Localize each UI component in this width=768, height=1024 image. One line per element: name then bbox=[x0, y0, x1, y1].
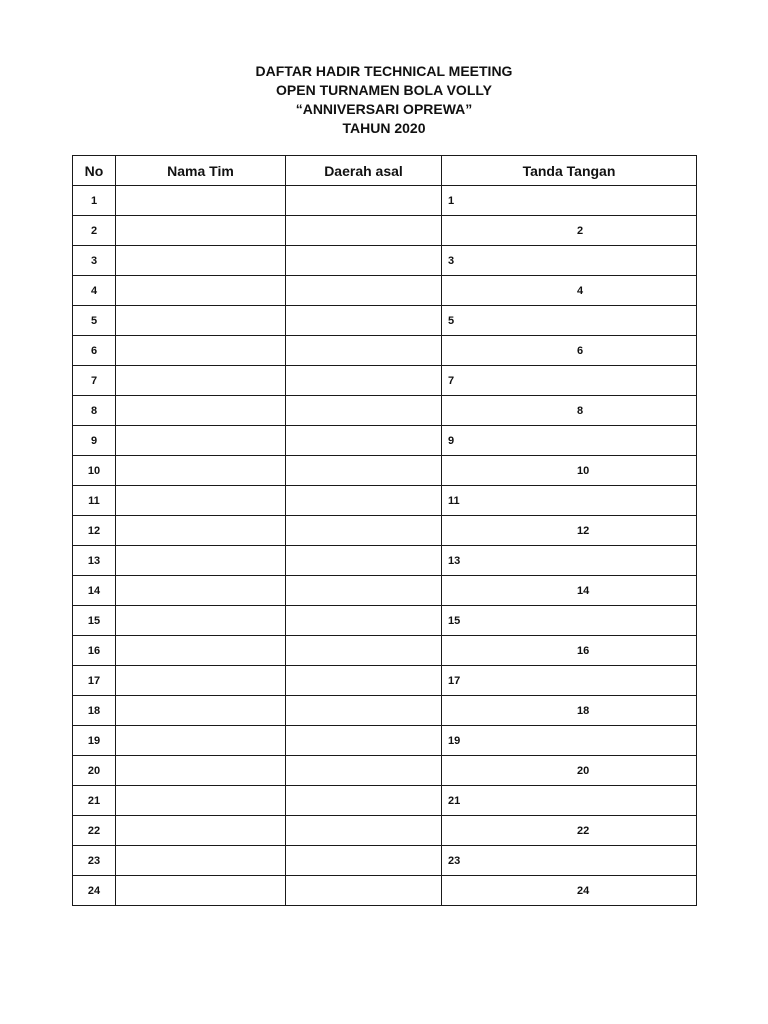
row-number: 5 bbox=[73, 306, 116, 336]
row-number: 22 bbox=[73, 816, 116, 846]
daerah-asal-cell bbox=[286, 816, 442, 846]
title-line-3: “ANNIVERSARI OPREWA” bbox=[295, 101, 473, 117]
signature-number: 3 bbox=[448, 254, 455, 267]
column-header-daerah-asal: Daerah asal bbox=[286, 156, 442, 186]
row-number: 3 bbox=[73, 246, 116, 276]
daerah-asal-cell bbox=[286, 276, 442, 306]
signature-number: 12 bbox=[577, 524, 590, 537]
signature-number: 16 bbox=[577, 644, 590, 657]
row-number: 20 bbox=[73, 756, 116, 786]
tanda-tangan-cell bbox=[442, 786, 697, 816]
table-row bbox=[73, 666, 697, 696]
signature-number: 8 bbox=[577, 404, 584, 417]
table-row bbox=[73, 456, 697, 486]
column-header-no: No bbox=[73, 156, 116, 186]
table-row bbox=[73, 336, 697, 366]
nama-tim-cell bbox=[116, 396, 286, 426]
attendance-table bbox=[72, 155, 697, 906]
nama-tim-cell bbox=[116, 846, 286, 876]
table-body bbox=[73, 186, 697, 906]
row-number: 23 bbox=[73, 846, 116, 876]
signature-number: 21 bbox=[448, 794, 461, 807]
daerah-asal-cell bbox=[286, 666, 442, 696]
title-line-2: OPEN TURNAMEN BOLA VOLLY bbox=[276, 82, 492, 98]
signature-number: 17 bbox=[448, 674, 461, 687]
tanda-tangan-cell bbox=[442, 816, 697, 846]
signature-number: 10 bbox=[577, 464, 590, 477]
nama-tim-cell bbox=[116, 606, 286, 636]
tanda-tangan-cell bbox=[442, 186, 697, 216]
tanda-tangan-cell bbox=[442, 636, 697, 666]
tanda-tangan-cell bbox=[442, 546, 697, 576]
nama-tim-cell bbox=[116, 636, 286, 666]
signature-number: 13 bbox=[448, 554, 461, 567]
row-number: 7 bbox=[73, 366, 116, 396]
daerah-asal-cell bbox=[286, 546, 442, 576]
tanda-tangan-cell bbox=[442, 606, 697, 636]
daerah-asal-cell bbox=[286, 516, 442, 546]
table-row bbox=[73, 606, 697, 636]
signature-number: 24 bbox=[577, 884, 590, 897]
nama-tim-cell bbox=[116, 816, 286, 846]
row-number: 19 bbox=[73, 726, 116, 756]
signature-number: 4 bbox=[577, 284, 584, 297]
table-row bbox=[73, 276, 697, 306]
signature-number: 2 bbox=[577, 224, 584, 237]
daerah-asal-cell bbox=[286, 486, 442, 516]
daerah-asal-cell bbox=[286, 186, 442, 216]
tanda-tangan-cell bbox=[442, 216, 697, 246]
table-row bbox=[73, 636, 697, 666]
row-number: 18 bbox=[73, 696, 116, 726]
tanda-tangan-cell bbox=[442, 516, 697, 546]
signature-number: 23 bbox=[448, 854, 461, 867]
row-number: 14 bbox=[73, 576, 116, 606]
signature-number: 7 bbox=[448, 374, 455, 387]
nama-tim-cell bbox=[116, 186, 286, 216]
table-row bbox=[73, 786, 697, 816]
tanda-tangan-cell bbox=[442, 486, 697, 516]
daerah-asal-cell bbox=[286, 756, 442, 786]
daerah-asal-cell bbox=[286, 576, 442, 606]
signature-number: 22 bbox=[577, 824, 590, 837]
tanda-tangan-cell bbox=[442, 756, 697, 786]
daerah-asal-cell bbox=[286, 426, 442, 456]
nama-tim-cell bbox=[116, 426, 286, 456]
daerah-asal-cell bbox=[286, 606, 442, 636]
column-header-tanda-tangan: Tanda Tangan bbox=[442, 156, 697, 186]
table-row bbox=[73, 396, 697, 426]
title-line-4: TAHUN 2020 bbox=[342, 120, 426, 136]
signature-number: 11 bbox=[448, 494, 460, 507]
daerah-asal-cell bbox=[286, 876, 442, 906]
nama-tim-cell bbox=[116, 516, 286, 546]
daerah-asal-cell bbox=[286, 396, 442, 426]
row-number: 2 bbox=[73, 216, 116, 246]
row-number: 9 bbox=[73, 426, 116, 456]
nama-tim-cell bbox=[116, 576, 286, 606]
daerah-asal-cell bbox=[286, 636, 442, 666]
table-row bbox=[73, 576, 697, 606]
nama-tim-cell bbox=[116, 366, 286, 396]
nama-tim-cell bbox=[116, 666, 286, 696]
row-number: 10 bbox=[73, 456, 116, 486]
table-row bbox=[73, 816, 697, 846]
row-number: 21 bbox=[73, 786, 116, 816]
table-row bbox=[73, 216, 697, 246]
tanda-tangan-cell bbox=[442, 876, 697, 906]
row-number: 24 bbox=[73, 876, 116, 906]
daerah-asal-cell bbox=[286, 306, 442, 336]
tanda-tangan-cell bbox=[442, 246, 697, 276]
table-row bbox=[73, 846, 697, 876]
column-header-nama-tim: Nama Tim bbox=[116, 156, 286, 186]
daerah-asal-cell bbox=[286, 786, 442, 816]
row-number: 17 bbox=[73, 666, 116, 696]
tanda-tangan-cell bbox=[442, 846, 697, 876]
nama-tim-cell bbox=[116, 546, 286, 576]
nama-tim-cell bbox=[116, 726, 286, 756]
title-line-1: DAFTAR HADIR TECHNICAL MEETING bbox=[255, 63, 513, 79]
signature-number: 1 bbox=[448, 194, 455, 207]
daerah-asal-cell bbox=[286, 216, 442, 246]
signature-number: 18 bbox=[577, 704, 590, 717]
daerah-asal-cell bbox=[286, 336, 442, 366]
row-number: 15 bbox=[73, 606, 116, 636]
table-row bbox=[73, 516, 697, 546]
daerah-asal-cell bbox=[286, 726, 442, 756]
daerah-asal-cell bbox=[286, 246, 442, 276]
nama-tim-cell bbox=[116, 456, 286, 486]
nama-tim-cell bbox=[116, 216, 286, 246]
daerah-asal-cell bbox=[286, 366, 442, 396]
signature-number: 5 bbox=[448, 314, 455, 327]
table-row bbox=[73, 486, 697, 516]
nama-tim-cell bbox=[116, 246, 286, 276]
tanda-tangan-cell bbox=[442, 426, 697, 456]
nama-tim-cell bbox=[116, 786, 286, 816]
table-row bbox=[73, 756, 697, 786]
nama-tim-cell bbox=[116, 876, 286, 906]
table-row bbox=[73, 306, 697, 336]
tanda-tangan-cell bbox=[442, 666, 697, 696]
row-number: 16 bbox=[73, 636, 116, 666]
tanda-tangan-cell bbox=[442, 366, 697, 396]
daerah-asal-cell bbox=[286, 846, 442, 876]
row-number: 11 bbox=[73, 486, 116, 516]
tanda-tangan-cell bbox=[442, 276, 697, 306]
nama-tim-cell bbox=[116, 696, 286, 726]
tanda-tangan-cell bbox=[442, 696, 697, 726]
signature-number: 19 bbox=[448, 734, 461, 747]
table-row bbox=[73, 876, 697, 906]
daerah-asal-cell bbox=[286, 696, 442, 726]
table-row bbox=[73, 246, 697, 276]
table-row bbox=[73, 546, 697, 576]
row-number: 8 bbox=[73, 396, 116, 426]
row-number: 6 bbox=[73, 336, 116, 366]
tanda-tangan-cell bbox=[442, 726, 697, 756]
signature-number: 20 bbox=[577, 764, 590, 777]
nama-tim-cell bbox=[116, 306, 286, 336]
row-number: 12 bbox=[73, 516, 116, 546]
tanda-tangan-cell bbox=[442, 336, 697, 366]
table-row bbox=[73, 186, 697, 216]
nama-tim-cell bbox=[116, 276, 286, 306]
row-number: 13 bbox=[73, 546, 116, 576]
document-title bbox=[0, 62, 768, 138]
nama-tim-cell bbox=[116, 486, 286, 516]
tanda-tangan-cell bbox=[442, 396, 697, 426]
tanda-tangan-cell bbox=[442, 576, 697, 606]
table-row bbox=[73, 366, 697, 396]
nama-tim-cell bbox=[116, 756, 286, 786]
tanda-tangan-cell bbox=[442, 306, 697, 336]
table-row bbox=[73, 426, 697, 456]
nama-tim-cell bbox=[116, 336, 286, 366]
row-number: 1 bbox=[73, 186, 116, 216]
row-number: 4 bbox=[73, 276, 116, 306]
daerah-asal-cell bbox=[286, 456, 442, 486]
signature-number: 15 bbox=[448, 614, 461, 627]
signature-number: 14 bbox=[577, 584, 590, 597]
signature-number: 6 bbox=[577, 344, 584, 357]
table-row bbox=[73, 696, 697, 726]
table-header-row bbox=[73, 156, 697, 186]
tanda-tangan-cell bbox=[442, 456, 697, 486]
signature-number: 9 bbox=[448, 434, 455, 447]
table-row bbox=[73, 726, 697, 756]
